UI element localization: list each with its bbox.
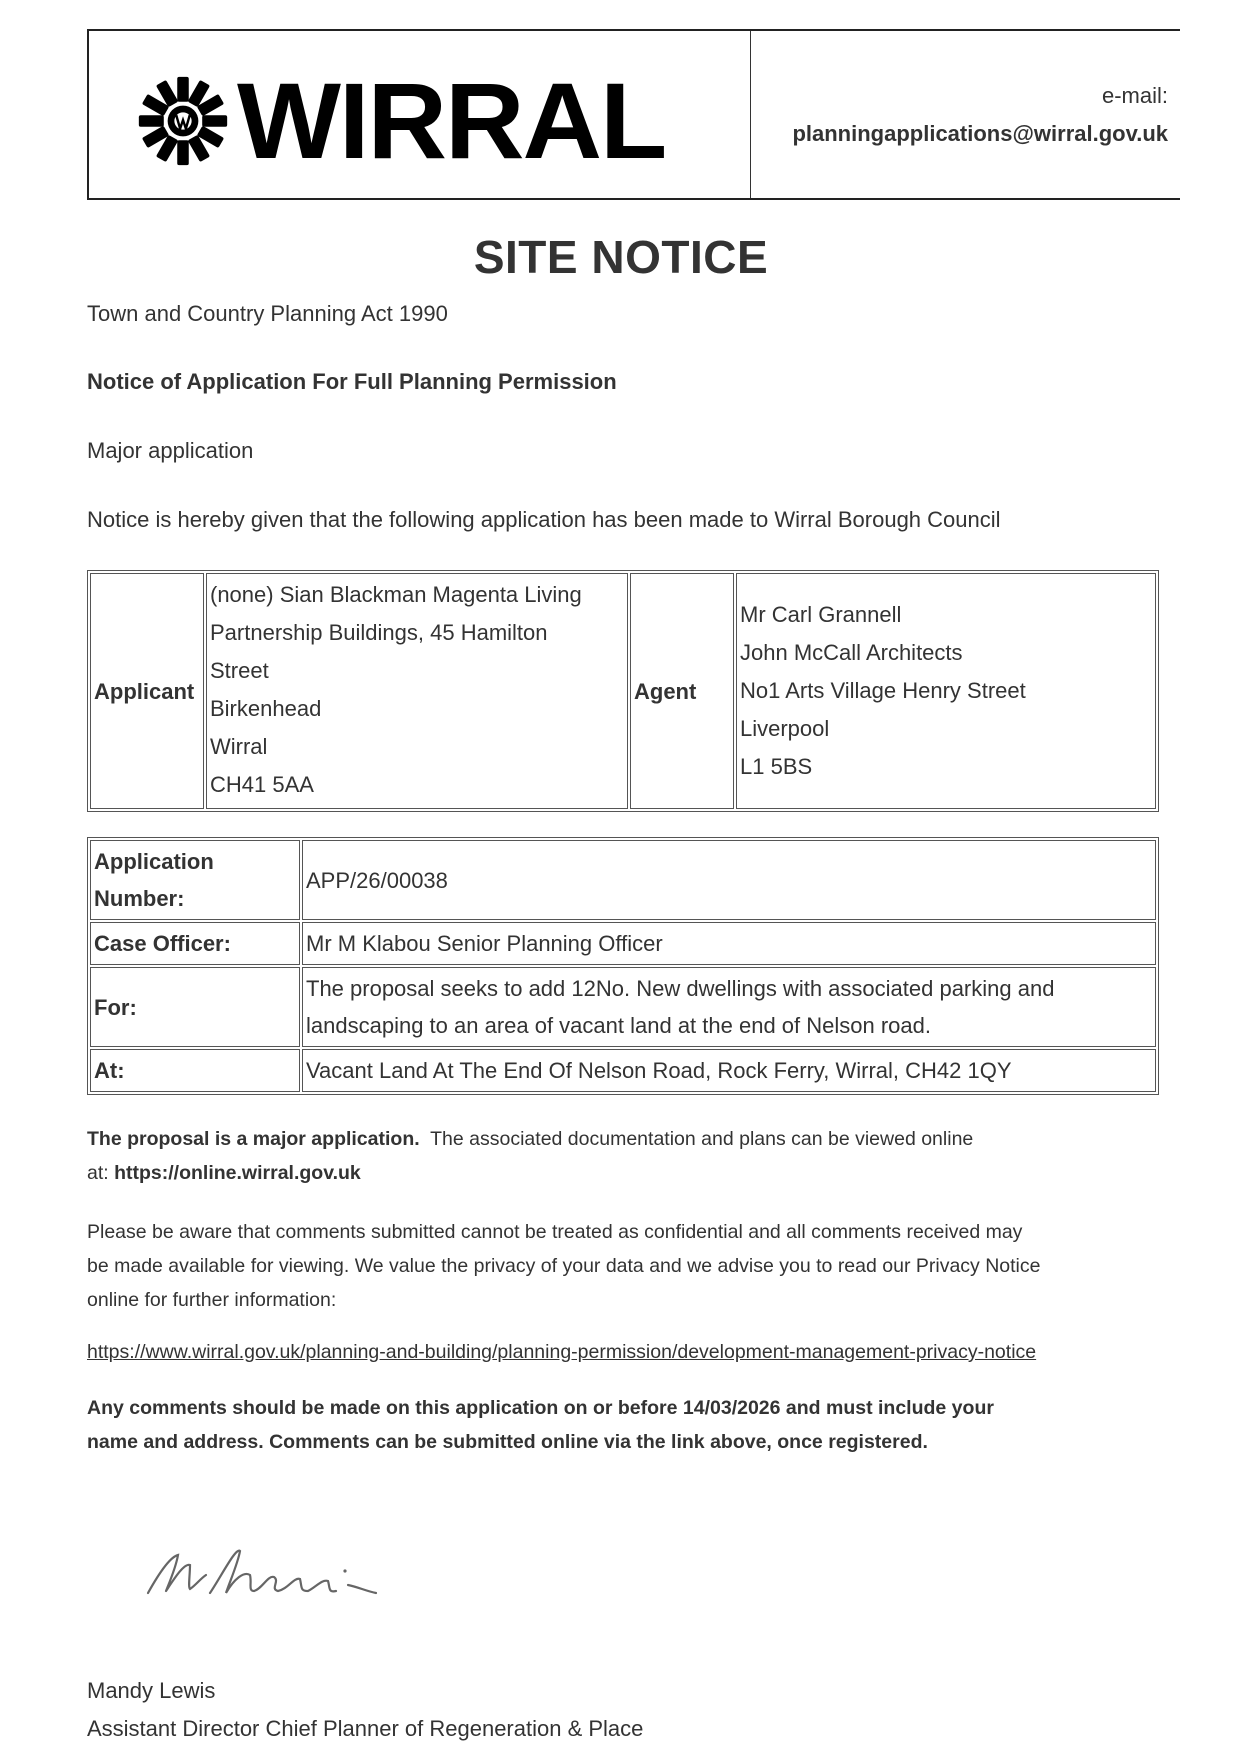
application-class: Major application [87,438,254,463]
label-line: Number: [94,886,185,911]
at-value: Vacant Land At The End Of Nelson Road, Rock Ferry, Wirral, CH42 1QY [302,1049,1156,1092]
agent-line: L1 5BS [740,754,813,779]
app-number-value: APP/26/00038 [302,840,1156,920]
deadline-paragraph [87,1391,1167,1459]
for-label: For: [90,967,300,1047]
signatory-name: Mandy Lewis [87,1678,216,1703]
agent-line: Mr Carl Grannell [740,602,902,627]
agent-line: No1 Arts Village Henry Street [740,678,1026,703]
email-cell [751,31,1180,198]
proposal-text: The associated documentation and plans can be viewed online [430,1128,974,1150]
agent-label: Agent [630,573,734,809]
wirral-emblem-icon [135,73,231,169]
deadline-line: Any comments should be made on this application on or before 14/03/2026 and must include your [87,1397,994,1419]
applicant-line: Birkenhead [210,696,322,721]
details-table [87,837,1159,1095]
signatory-role: Assistant Director Chief Planner of Regeneration & Place [87,1716,644,1741]
wirral-logo [135,60,666,181]
logo-wordmark: WIRRAL [237,60,666,181]
agent-line: Liverpool [740,716,830,741]
act-title: Town and Country Planning Act 1990 [87,301,448,326]
officer-value: Mr M Klabou Senior Planning Officer [302,922,1156,965]
email-label: e-mail: [1101,83,1168,108]
app-number-label [90,840,300,920]
applicant-address [206,573,628,809]
notice-type: Notice of Application For Full Planning Permission [87,369,617,394]
page-title: SITE NOTICE [473,231,769,283]
proposal-paragraph [87,1122,1167,1190]
for-line: landscaping to an area of vacant land at the end of Nelson road. [306,1013,931,1038]
proposal-lead: The proposal is a major application. [87,1128,420,1150]
officer-label: Case Officer: [90,922,300,965]
for-line: The proposal seeks to add 12No. New dwellings with associated parking and [306,976,1055,1001]
proposal-at: at: [87,1162,115,1184]
header-box [87,29,1180,200]
agent-address [736,573,1156,809]
email-address[interactable]: planningapplications@wirral.gov.uk [792,121,1168,146]
privacy-paragraph [87,1215,1167,1317]
applicant-line: Wirral [210,734,268,759]
applicant-label: Applicant [90,573,204,809]
handwritten-signature [140,1535,440,1605]
privacy-notice-link[interactable]: https://www.wirral.gov.uk/planning-and-building/planning-permission/development-management-privacy-notice [87,1341,1037,1363]
agent-line: John McCall Architects [740,640,963,665]
privacy-line: Please be aware that comments submitted cannot be treated as confidential and all comments received may [87,1221,1023,1243]
privacy-line: online for further information: [87,1289,337,1311]
at-label: At: [90,1049,300,1092]
online-portal-link[interactable]: https://online.wirral.gov.uk [114,1162,361,1184]
for-value [302,967,1156,1047]
privacy-line: be made available for viewing. We value the privacy of your data and we advise you to read our Privacy Notice [87,1255,1041,1277]
label-line: Application [94,849,214,874]
applicant-line: Partnership Buildings, 45 Hamilton [210,620,548,645]
deadline-line: name and address. Comments can be submitted online via the link above, once registered. [87,1431,928,1453]
intro-text: Notice is hereby given that the following application has been made to Wirral Borough Council [87,507,1001,532]
logo-cell [89,31,751,198]
applicant-line: (none) Sian Blackman Magenta Living [210,582,582,607]
parties-table [87,570,1159,812]
applicant-line: CH41 5AA [210,772,314,797]
applicant-line: Street [210,658,269,683]
